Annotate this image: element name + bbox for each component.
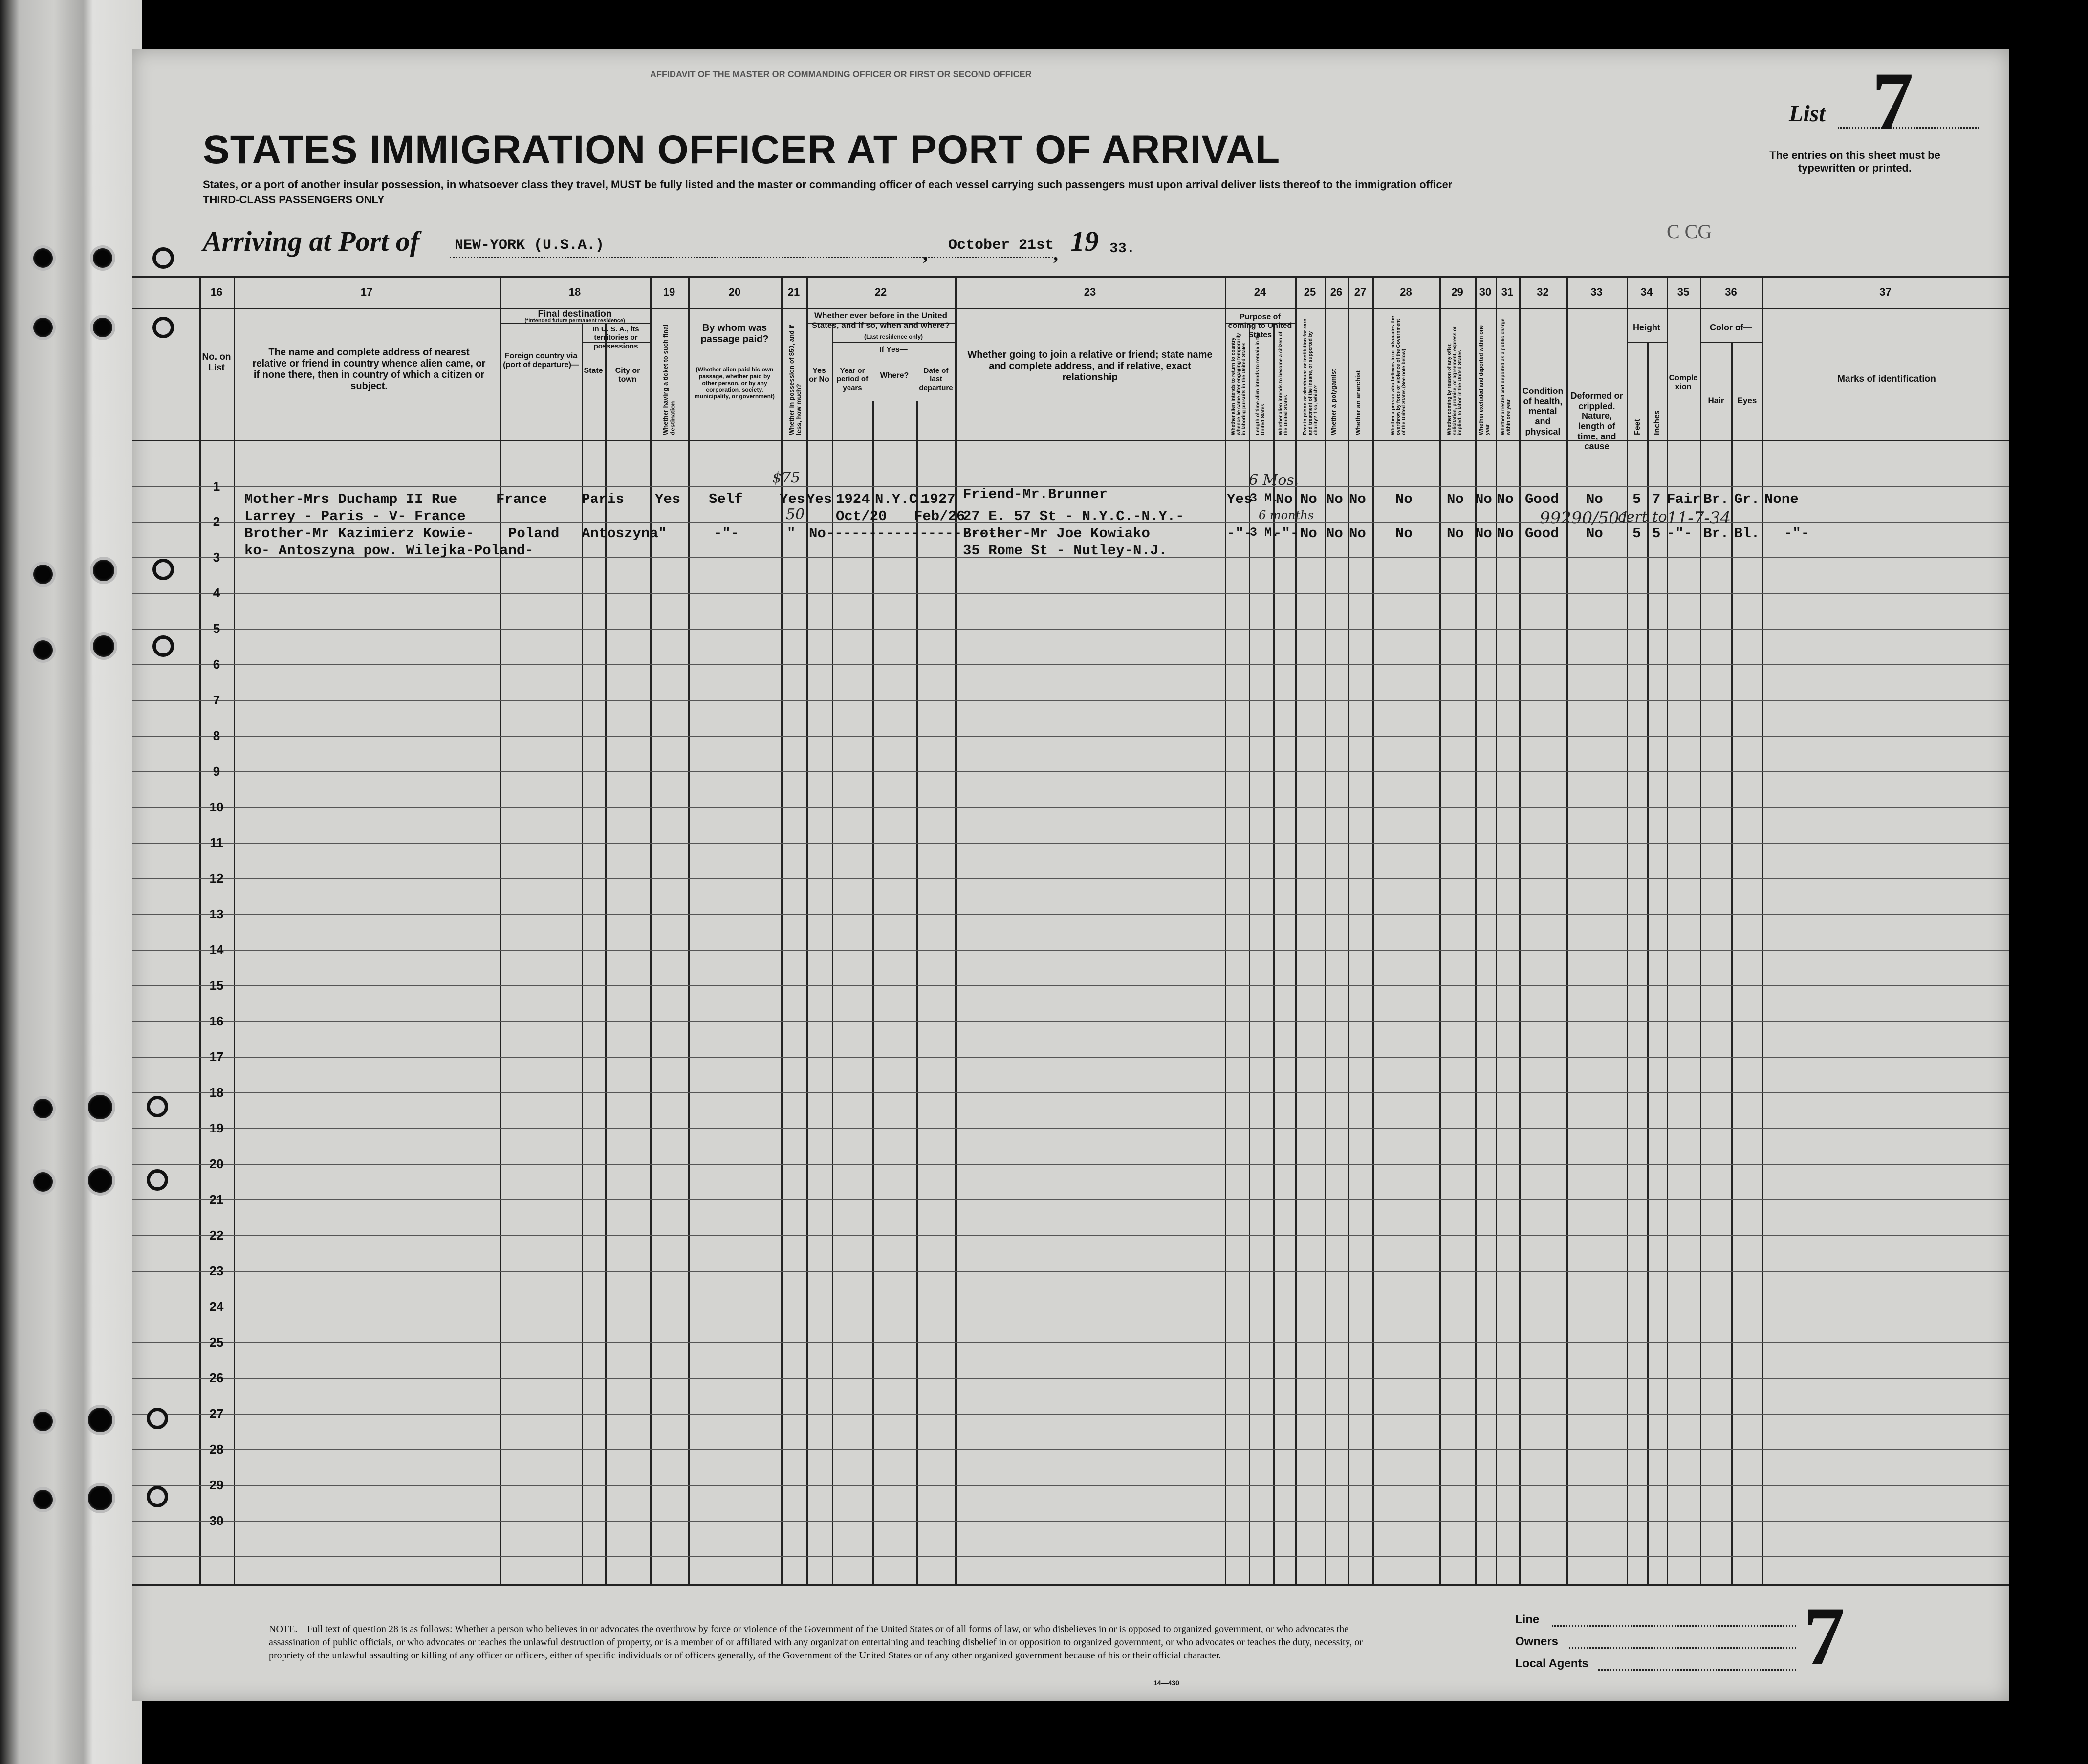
entry-deformed: No: [1586, 525, 1603, 542]
entry-eyes: Gr.: [1734, 491, 1760, 507]
row-number: 4: [213, 586, 220, 600]
line-label: Line: [1515, 1613, 1540, 1626]
header-inches: Inches: [1653, 410, 1661, 435]
header-eyes: Eyes: [1737, 396, 1757, 405]
header-hair: Hair: [1708, 396, 1724, 405]
header-purpose-length: Length of time alien intends to remain in the United States: [1255, 332, 1266, 435]
col-number: 30: [1479, 286, 1492, 298]
header-nearest-relative: The name and complete address of nearest relative or friend in country whence alien came, or if none there, then in country of which a citizen or subject.: [252, 347, 486, 392]
entry-feet: 5: [1632, 491, 1641, 507]
col-number: 37: [1879, 286, 1892, 298]
list-label: List: [1789, 101, 1826, 127]
entry-purpose-length: 3 M.: [1250, 491, 1280, 505]
row-number: 1: [213, 479, 220, 494]
list-note: The entries on this sheet must be typewritten or printed.: [1769, 149, 1940, 174]
punch-ring: [152, 559, 174, 580]
entry-relative: Brother-Mr Kazimierz Kowie-: [244, 525, 474, 542]
owners-label: Owners: [1515, 1635, 1559, 1648]
col-number: 32: [1537, 286, 1549, 298]
col-number: 29: [1451, 286, 1463, 298]
entry-labor-offer: No: [1447, 525, 1464, 542]
entry-prison: No: [1300, 525, 1317, 542]
col-number: 31: [1501, 286, 1514, 298]
row-number: 15: [209, 978, 224, 993]
handwritten-amount: $75: [772, 469, 801, 486]
row-number: 6: [213, 657, 220, 672]
entry-overthrow: No: [1395, 525, 1413, 542]
header-state: State: [584, 367, 603, 375]
punch-hole: [33, 1172, 53, 1192]
entry-ever-in-us: No---------------------: [809, 525, 1005, 542]
entry-excluded: No: [1475, 525, 1492, 542]
col-number: 25: [1304, 286, 1316, 298]
row-number: 28: [209, 1442, 224, 1457]
entry-purpose-length: 3 M.: [1250, 525, 1280, 540]
col-number: 36: [1725, 286, 1737, 298]
arriving-label: Arriving at Port of: [203, 225, 420, 257]
row-number: 8: [213, 728, 220, 743]
entry-inches: 5: [1652, 525, 1661, 542]
header-color: Color of—: [1710, 323, 1752, 332]
agents-label: Local Agents: [1515, 1657, 1588, 1670]
header-passage-paid: By whom was passage paid?: [700, 323, 769, 345]
entry-year: 1924: [836, 491, 870, 507]
handwritten-duration: 6 Mos.: [1249, 472, 1299, 489]
col-number: 33: [1590, 286, 1603, 298]
punch-hole: [33, 318, 53, 337]
header-no-on-list: No. on List: [202, 352, 231, 373]
row-number: 2: [213, 514, 220, 529]
punch-hole: [33, 640, 53, 660]
page-title: STATES IMMIGRATION OFFICER AT PORT OF ARRIVAL: [203, 128, 1281, 172]
punch-hole: [88, 1095, 112, 1119]
third-class-label: THIRD-CLASS PASSENGERS ONLY: [203, 194, 385, 206]
header-deformed: Deformed or crippled. Nature, length of time, and cause: [1570, 391, 1623, 452]
entry-hair: Br.: [1703, 525, 1729, 542]
entry-city: Paris: [582, 491, 625, 507]
entry-purpose-return: Yes: [1227, 491, 1253, 507]
row-number: 11: [210, 835, 223, 850]
entry-prison: No: [1300, 491, 1317, 507]
bleed-through-heading: AFFIDAVIT OF THE MASTER OR COMMANDING OFFICER OR FIRST OR SECOND OFFICER: [650, 69, 1032, 79]
header-final-destination-note: (*Intended future permanent residence): [524, 318, 625, 324]
row-number: 13: [209, 907, 224, 921]
punch-hole: [88, 1408, 112, 1432]
entry-health: Good: [1525, 525, 1559, 542]
entry-polygamist: No: [1326, 525, 1343, 542]
header-purpose-citizen: Whether alien intends to become a citizen of the United States: [1278, 331, 1289, 435]
punch-hole: [93, 318, 112, 337]
entry-ever-in-us: Yes: [806, 491, 832, 507]
entry-passage-paid: Self: [709, 491, 743, 507]
row-number: 12: [209, 871, 224, 886]
form-number: 14—430: [1153, 1679, 1179, 1687]
col-number: 23: [1084, 286, 1096, 298]
col-number: 24: [1254, 286, 1266, 298]
col-number: 16: [210, 286, 223, 298]
entry-hair: Br.: [1703, 491, 1729, 507]
entry-marks: -"-: [1784, 525, 1810, 542]
header-health: Condition of health, mental and physical: [1522, 386, 1564, 436]
row-number: 25: [209, 1335, 224, 1350]
punch-hole: [33, 1099, 53, 1118]
col-number: 22: [874, 286, 887, 298]
col-number: 19: [663, 286, 675, 298]
entry-complexion: -"-: [1667, 525, 1693, 542]
entry-health: Good: [1525, 491, 1559, 507]
entry-date-departure: 1927: [921, 491, 956, 507]
header-prison: Ever in prison or almshouse or institution for care and treatment of the insane, or supported by charity? If so, which?: [1303, 319, 1319, 435]
entry-fifty: Yes: [780, 491, 805, 507]
entry-overthrow: No: [1395, 491, 1413, 507]
header-fifty-dollars: Whether in possession of $50, and if less, how much?: [788, 325, 803, 435]
punch-ring: [152, 635, 174, 657]
header-feet: Feet: [1633, 419, 1642, 435]
header-overthrow: Whether a person who believes in or advocates the overthrow by force or violence of the Government of the United States (See note below): [1391, 316, 1407, 435]
punch-ring: [147, 1169, 168, 1191]
row-number: 5: [213, 621, 220, 636]
port-name: NEW-YORK (U.S.A.): [455, 237, 605, 254]
header-ticket: Whether having a ticket to such final destination: [662, 324, 676, 435]
punch-hole: [93, 560, 114, 581]
row-number: 30: [209, 1513, 224, 1528]
entry-anarchist: No: [1349, 525, 1366, 542]
row-number: 21: [209, 1192, 224, 1207]
entry-year: Oct/20: [836, 508, 887, 524]
header-where: Where?: [880, 371, 909, 380]
row-number: 26: [209, 1371, 224, 1385]
header-polygamist: Whether a polygamist: [1330, 369, 1337, 435]
punch-ring: [147, 1408, 168, 1429]
entry-inches: 7: [1652, 491, 1661, 507]
row-number: 29: [209, 1478, 224, 1492]
row-number: 24: [209, 1299, 224, 1314]
entry-feet: 5: [1632, 525, 1641, 542]
arrival-date: October 21st: [948, 237, 1054, 254]
corner-marks: C CG: [1667, 220, 1712, 242]
entry-excluded: No: [1475, 491, 1492, 507]
entry-foreign-country: France: [496, 491, 547, 507]
punch-hole: [93, 248, 112, 268]
header-joining-relative: Whether going to join a relative or friend; state name and complete address, and if relative, exact relationship: [967, 349, 1213, 383]
row-number: 20: [209, 1156, 224, 1171]
handwritten-amount: 50: [786, 506, 805, 523]
punch-ring: [152, 317, 174, 338]
col-number: 20: [728, 286, 741, 298]
row-number: 16: [209, 1014, 224, 1028]
entry-joining: 27 E. 57 St - N.Y.C.-N.Y.-: [963, 508, 1184, 524]
manifest-sheet: AFFIDAVIT OF THE MASTER OR COMMANDING OFFICER OR FIRST OR SECOND OFFICER STATES IMMIGRATION OFFICER AT PORT OF ARRIVAL States, or a port of another insular possession, in whatsoever class they travel, MUST be fully listed and the master or commanding officer of each vessel carrying such passengers must upon arrival deliver lists thereof to the immigration officer THIRD-CLASS PASSENGERS ONLY Arriving at Port of NEW-YORK (U.S.A.) , October 21st , 19 33. C CG List 7 The entries on this sheet must be typewritten or printed. 16 17 18 19 20 21 22 23 24 25 26 27 28 29 30 31 32 33 34 35 36 37 No. on List The name and complete address of nearest relative or friend in country whence alien came, or if none there, then in country of which a citizen or subject. Final destination (*Intended future permanent residence) Foreign country via (port of departure)— In U. S. A., its territories or possessions State City or town Whether having a ticket to such final destination By whom was passage paid? (Whether alien paid his own passage, whether paid by other person, or by any corporation, society, municipality, or government) Whether in possession of $50, and if less, how much? Whether ever before in the United States, and if so, when and where? (Last residence only) If Yes— Yes or No Year or period of years Where? Date of last departure Whether going to join a relative or friend; state name and complete address, and if relative, exact relationship Purpose of coming to United States Whether alien intends to return to country whence he came after engaging temporarily in laboring pursuits in the United States Length of time alien intends to remain in the United States Whether alien intends to become a citizen of the United States Ever in prison or almshouse or institution for care and treatment of the insane, or supported by charity? If so, which? Whether a polygamist Whether an anarchist Whether a person who believes in or advocates the overthrow by force or violence of the Government of the United States (See note below) Whether coming by reason of any offer, solicitation, promise, or agreement, express or implied, to labor in the United States Whether excluded and deported within one year Whether arrested and deported as a public charge within one year Condition of health, mental and physical Deformed or crippled. Nature, length of time, and cause Height Feet Inches Complexion Color of— Hair Eyes Marks of identification 1 2 3 4 5 6 7 8 9 10 11 12 13 14 15 16 17 18 19 20 21 22 23 24 25 26 27 28 29 30 Mother-Mrs Duchamp II Rue France Paris Yes Self Yes Yes 1924 N.Y.C. 1927 Friend-Mr.Brunner Yes 3 M. No No No No No No No No Good No 5 7 Fair Br. Gr. None Larrey - Paris - V- France Oct/20 Feb/26 27 E. 57 St - N.Y.C.-N.Y.- Brother-Mr Kazimierz Kowie- Poland Antoszyna" -"- " No--------------------- Brother-Mr Joe Kowiako -"- 3 M. -"- No No No No No No No Good No 5 5 -"- Br. Bl. -"- ko- Antoszyna pow. Wilejka-Poland- 35 Rome St - Nutley-N.J. $75 50 6 Mos. 6 months 99290/501 cert to 11-7-34 NOTE.—Full text of question 28 is as follows: Whether a person who believes in or advocates the overthrow by force or violence of the Government of the United States or of all forms of law, or who disbelieves in or is opposed to organized government, or who advocates the assassination of public officials, or who advocates or teaches the unlawful destruction of property, or is a member of or affiliated with any organization entertaining and teaching disbelief in or opposition to organized government, or who advocates or teaches the duty, necessity, or propriety of the unlawful assaulting or killing of any officer or officers, either of specific individuals or of officers generally, of the Government of the United States or of any other organized government because of his or their official character. 14—430 Line Owners Local Agents 7: [132, 49, 2009, 1701]
header-in-usa: In U. S. A., its territories or possessions: [592, 325, 639, 350]
entry-foreign-country: Poland: [508, 525, 560, 542]
handwritten-file-number: 99290/501: [1540, 508, 1630, 528]
handwritten-date: 11-7-34: [1667, 508, 1731, 528]
entry-date-departure: Feb/26: [914, 508, 965, 524]
col-number: 34: [1640, 286, 1653, 298]
year-suffix: 33.: [1109, 240, 1135, 257]
entry-passage-paid: -"-: [714, 525, 740, 542]
punch-ring: [147, 1096, 168, 1117]
header-purpose: Purpose of coming to United States: [1228, 313, 1292, 339]
col-number: 35: [1677, 286, 1690, 298]
entry-deported: No: [1497, 491, 1514, 507]
handwritten-note: cert to: [1618, 508, 1667, 525]
punch-hole: [33, 1490, 53, 1509]
punch-hole: [93, 635, 114, 657]
punch-hole: [33, 1412, 53, 1431]
row-number: 19: [209, 1121, 224, 1135]
header-city: City or town: [615, 367, 640, 384]
footer-note: NOTE.—Full text of question 28 is as follows: Whether a person who believes in or advocates the overthrow by force or violence of the Government of the United States or of all forms of law, or who disbelieves in or is opposed to organized government, or who advocates the assassination of public officials, or who advocates or teaches the unlawful destruction of property, or is a member of or affiliated with any organization entertaining and teaching disbelief in or opposition to organized government, or who advocates or teaches the duty, necessity, or propriety of the unlawful assaulting or killing of any officer or officers, either of specific individuals or of officers generally, of the Government of the United States or of any other organized government because of his or their official character.: [269, 1624, 1363, 1661]
header-if-yes: If Yes—: [879, 346, 908, 354]
entry-purpose-return: -"-: [1227, 525, 1253, 542]
entry-joining: 35 Rome St - Nutley-N.J.: [963, 543, 1167, 559]
row-number: 7: [213, 693, 220, 707]
header-passage-note: (Whether alien paid his own passage, whether paid by other person, or by any corporation, society, municipality, or government): [695, 366, 775, 400]
entry-labor-offer: No: [1447, 491, 1464, 507]
entry-joining: Brother-Mr Joe Kowiako: [963, 525, 1150, 542]
punch-ring: [152, 247, 174, 269]
col-number: 21: [787, 286, 800, 298]
row-number: 10: [209, 800, 224, 814]
entry-where: N.Y.C.: [875, 491, 926, 507]
header-anarchist: Whether an anarchist: [1354, 370, 1362, 435]
entry-eyes: Bl.: [1734, 525, 1760, 542]
entry-purpose-citizen: -"-: [1273, 525, 1299, 542]
row-number: 3: [213, 550, 220, 565]
row-number: 17: [209, 1049, 224, 1064]
header-height: Height: [1633, 323, 1660, 332]
entry-relative: ko- Antoszyna pow. Wilejka-Poland-: [244, 543, 534, 559]
header-deported: Whether arrested and deported as a public charge within one year: [1501, 318, 1511, 435]
entry-purpose-citizen: No: [1276, 491, 1293, 507]
punch-hole: [33, 565, 53, 584]
punch-hole: [33, 248, 53, 268]
col-number: 18: [568, 286, 581, 298]
col-number: 17: [360, 286, 373, 298]
header-foreign-country: Foreign country via (port of departure)—: [503, 352, 579, 370]
col-number: 27: [1354, 286, 1367, 298]
header-purpose-return: Whether alien intends to return to country whence he came after engaging temporarily in laboring pursuits in the United States: [1231, 333, 1247, 435]
header-labor-offer: Whether coming by reason of any offer, solicitation, promise, or agreement, express or implied, to labor in the United States: [1447, 326, 1463, 435]
handwritten-duration: 6 months: [1259, 508, 1314, 522]
col-number: 26: [1330, 286, 1343, 298]
entry-polygamist: No: [1326, 491, 1343, 507]
row-number: 18: [209, 1085, 224, 1100]
header-complexion: Complexion: [1669, 374, 1698, 392]
row-number: 9: [213, 764, 220, 779]
row-number: 14: [209, 942, 224, 957]
entry-state: Antoszyna": [582, 525, 667, 542]
header-final-destination: Final destination: [538, 309, 612, 319]
entry-relative: Larrey - Paris - V- France: [244, 508, 466, 524]
punch-hole: [88, 1486, 112, 1510]
row-number: 22: [209, 1228, 224, 1242]
entry-complexion: Fair: [1667, 491, 1701, 507]
col-number: 28: [1400, 286, 1412, 298]
entry-relative: Mother-Mrs Duchamp II Rue: [244, 491, 457, 507]
binding-strip: [0, 0, 142, 1764]
entry-ticket: Yes: [655, 491, 681, 507]
entry-fifty: ": [787, 525, 796, 542]
header-ever-in-us: Whether ever before in the United States, and if so, when and where?: [811, 311, 950, 330]
year-prefix: 19: [1070, 225, 1099, 257]
entry-deported: No: [1497, 525, 1514, 542]
row-number: 27: [209, 1406, 224, 1421]
entry-anarchist: No: [1349, 491, 1366, 507]
punch-hole: [88, 1168, 112, 1193]
entry-joining: Friend-Mr.Brunner: [963, 486, 1108, 502]
entry-marks: None: [1764, 491, 1799, 507]
header-year: Year or period of years: [836, 367, 869, 392]
header-marks: Marks of identification: [1837, 374, 1936, 384]
header-date-departure: Date of last departure: [919, 367, 953, 392]
list-number: 7: [1872, 55, 1914, 147]
header-yes-no: Yes or No: [809, 367, 829, 384]
footer-list-number: 7: [1804, 1590, 1845, 1682]
header-excluded: Whether excluded and deported within one year: [1479, 325, 1491, 435]
punch-ring: [147, 1486, 168, 1507]
subtitle-line: States, or a port of another insular possession, in whatsoever class they travel, MUST be fully listed and the master or commanding officer of each vessel carrying such passengers must upon arrival deliver lists thereof to the immigration officer: [203, 178, 1453, 191]
row-number: 23: [209, 1263, 224, 1278]
entry-deformed: No: [1586, 491, 1603, 507]
header-last-residence: (Last residence only): [864, 333, 923, 340]
